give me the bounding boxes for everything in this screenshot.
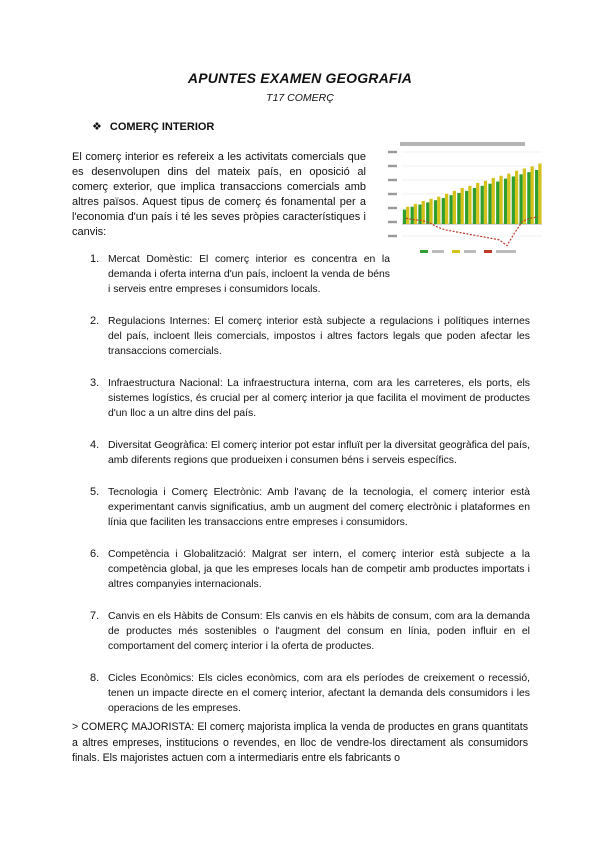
diamond-bullet-icon: ❖ xyxy=(92,121,102,133)
chart-bar-green xyxy=(465,191,468,224)
chart-bar-green xyxy=(442,198,445,224)
chart-bar-yellow xyxy=(453,191,456,224)
page-title: APUNTES EXAMEN GEOGRAFIA xyxy=(187,70,413,86)
characteristics-list xyxy=(90,252,530,733)
chart-bar-yellow xyxy=(414,204,417,224)
list-item-number: 6. xyxy=(90,548,100,560)
list-item-number: 8. xyxy=(90,672,100,684)
chart-tick-label xyxy=(388,221,397,223)
chart-bar-green xyxy=(512,176,515,224)
list-item xyxy=(90,252,390,297)
list-item-text: Mercat Domèstic: El comerç interior es concentra en la demanda i oferta interna d'un país, incloent la venda de béns i serveis entre empreses i consumidors locals. xyxy=(108,254,390,295)
intro-paragraph: El comerç interior es refereix a les activitats comercials que es desenvolupen dins del mateix país, en oposició al comerç exterior, que implica transaccions comercials amb altres països. Aquest tipus de comerç és fonamental per a l'economia d'un país i té les seves pròpies característiques i canvis: xyxy=(72,151,366,238)
chart-bar-yellow xyxy=(499,176,502,224)
list-item-number: 2. xyxy=(90,315,100,327)
list-item-number: 5. xyxy=(90,486,100,498)
chart-bar-yellow xyxy=(515,171,518,224)
list-item-number: 3. xyxy=(90,377,100,389)
list-item xyxy=(90,438,530,468)
chart-tick-label xyxy=(388,151,397,153)
chart-title-smudge xyxy=(400,142,525,146)
chart-bar-yellow xyxy=(468,186,471,224)
wholesale-paragraph: > COMERÇ MAJORISTA: El comerç majorista implica la venda de productes en grans quantitats a altres empreses, institucions o revendes, en lloc de vendre-los directament als consumidors finals. Els majoristes actuen com a intermediaris entre els fabricants o xyxy=(72,721,528,764)
chart-bar-green xyxy=(527,172,530,224)
chart-tick-label xyxy=(388,165,397,167)
chart-bar-green xyxy=(535,170,538,224)
chart-bar-yellow xyxy=(406,207,409,224)
list-item-text: Tecnologia i Comerç Electrònic: Amb l'avanç de la tecnologia, el comerç interior està experimentant canvis significatius, amb un augment del comerç electrònic i plataformes en línia que faciliten les transaccions entre empreses i consumidors. xyxy=(108,487,530,528)
list-item xyxy=(90,671,530,716)
list-item-text: Regulacions Internes: El comerç interior està subjecte a regulacions i polítiques internes del país, incloent lleis comercials, impostos i altres factors legals que poden afectar les transaccions comercials. xyxy=(108,316,530,357)
list-item-text: Infraestructura Nacional: La infraestructura interna, com ara les carreteres, els ports, els sistemes logístics, és crucial per al comerç interior ja que facilita el moviment de productes d'un lloc a un altre dins del país. xyxy=(108,378,530,419)
chart-tick-label xyxy=(388,207,397,209)
trade-chart-figure xyxy=(382,132,550,262)
list-item-text: Canvis en els Hàbits de Consum: Els canvis en els hàbits de consum, com ara la demanda de productes més sostenibles o l'augment del consum en línia, poden influir en el comportament del comerç interior i la oferta de productes. xyxy=(108,611,530,652)
section-heading xyxy=(92,120,214,133)
chart-bar-yellow xyxy=(484,181,487,224)
chart-bar-green xyxy=(488,184,491,224)
chart-bar-yellow xyxy=(531,166,534,224)
chart-bar-yellow xyxy=(437,197,440,224)
chart-bar-yellow xyxy=(523,169,526,224)
list-item xyxy=(90,314,530,359)
chart-bar-green xyxy=(434,200,437,224)
section-heading-text: COMERÇ INTERIOR xyxy=(109,121,215,133)
chart-bar-green xyxy=(457,193,460,224)
chart-bar-yellow xyxy=(476,183,479,224)
chart-bar-green xyxy=(426,202,429,224)
chart-bar-green xyxy=(519,174,522,224)
chart-bar-yellow xyxy=(445,194,448,224)
chart-bar-green xyxy=(411,207,414,224)
chart-bar-yellow xyxy=(538,164,541,224)
chart-bar-yellow xyxy=(507,174,510,224)
list-item xyxy=(90,609,530,654)
list-item-number: 7. xyxy=(90,610,100,622)
list-item xyxy=(90,485,530,530)
list-item-text: Diversitat Geogràfica: El comerç interior pot estar influït per la diversitat geogràfica del país, amb diferents regions que produeixen i consumen béns i serveis específics. xyxy=(108,440,530,466)
chart-bar-green xyxy=(473,188,476,224)
chart-bar-green xyxy=(481,186,484,224)
list-item xyxy=(90,376,530,421)
chart-bar-green xyxy=(496,182,499,224)
chart-bar-green xyxy=(449,195,452,224)
chart-bar-yellow xyxy=(461,188,464,224)
chart-bar-green xyxy=(418,205,421,224)
chart-bar-yellow xyxy=(492,178,495,224)
chart-tick-label xyxy=(388,235,397,237)
list-item-text: Competència i Globalització: Malgrat ser intern, el comerç interior està subjecte a la competència global, ja que les empreses locals han de competir amb productes importats i altres companyies internacionals. xyxy=(108,549,530,590)
chart-tick-label xyxy=(388,193,397,195)
chart-bar-green xyxy=(504,179,507,224)
chart-bar-green xyxy=(403,210,406,224)
list-item-text: Cicles Econòmics: Els cicles econòmics, com ara els períodes de creixement o recessió, tenen un impacte directe en el comerç interior, afectant la demanda dels consumidors i les operacions de les empreses. xyxy=(108,673,530,714)
chart-bar-yellow xyxy=(429,199,432,224)
list-item-number: 4. xyxy=(90,439,100,451)
chart-tick-label xyxy=(388,179,397,181)
list-item xyxy=(90,547,530,592)
list-item-number: 1. xyxy=(90,253,100,265)
page-subtitle: T17 COMERÇ xyxy=(266,92,334,104)
